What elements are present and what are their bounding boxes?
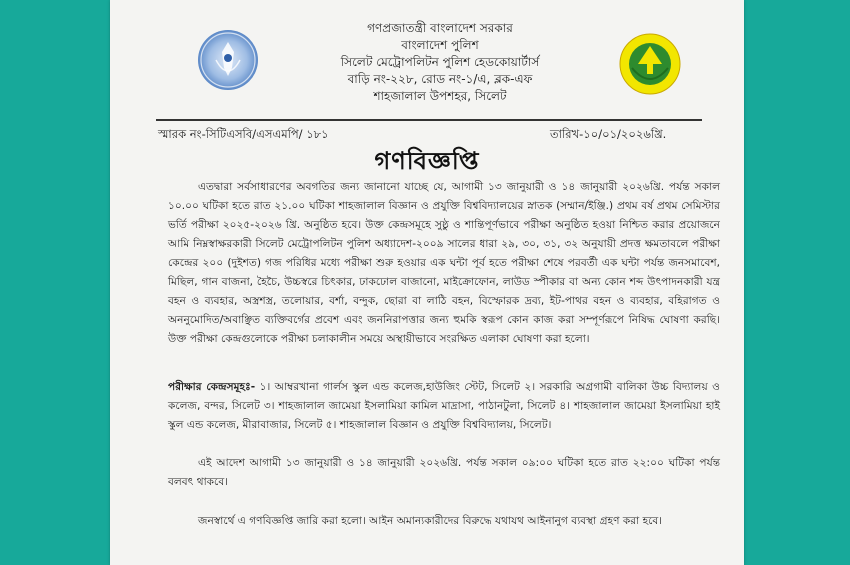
header-divider <box>156 119 702 121</box>
police-emblem-icon <box>198 30 258 90</box>
notice-paragraph-1: এতদ্বারা সর্বসাধারণের অবগতির জন্য জানানো যাচ্ছে যে, আগামী ১৩ জানুয়ারী ও ১৪ জানুয়ারী ২০২৬খ্রি. পর্যন্ত সকাল ১০.০০ ঘটিকা হতে রাত ২১.০০ ঘটিকা শাহজালাল বিজ্ঞান ও প্রযুক্তি বিশ্ববিদ্যালয়ের স্নাতক (সম্মান/ইঞ্জি.) প্রথম বর্ষ প্রথম সেমিস্টার ভর্তি পরীক্ষা ২০২৫-২০২৬ খ্রি. অনুষ্ঠিত হবে। উক্ত কেন্দ্রসমূহে সুষ্ঠু ও শান্তিপূর্ণভাবে পরীক্ষা অনুষ্ঠিত হওয়া নিশ্চিত করার প্রয়োজনে আমি নিম্নস্বাক্ষরকারী সিলেট মেট্রোপলিটন পুলিশ অধ্যাদেশ-২০০৯ সালের ধারা ২৯, ৩০, ৩১, ৩২ অনুযায়ী প্রদত্ত ক্ষমতাবলে পরীক্ষা কেন্দ্রের ২০০ (দুইশত) গজ পরিধির মধ্যে পরীক্ষা শুরু হওয়ার এক ঘন্টা পূর্ব হতে পরীক্ষা শেষে পরবর্তী এক ঘন্টা পর্যন্ত জনসমাবেশ, মিছিল, গান বাজনা, হৈচৈ, উচ্চস্বরে চিৎকার, ঢাকঢোল বাজানো, মাইক্রোফোন, লাউড স্পীকার বা অন্য কোন শব্দ উৎপাদনকারী যন্ত্র বহন ও ব্যবহার, অস্ত্রশস্ত্র, তলোয়ার, বর্শা, বন্দুক, ছোরা বা লাঠি বহন, বিস্ফোরক দ্রব্য, ইট-পাথর বহন ও ব্যবহার, বহিরাগত ও অননুমোদিত/অবাঞ্ছিত ব্যক্তিবর্গের প্রবেশ এবং জননিরাপত্তার জন্য হুমকি স্বরূপ কোন কাজ করা সম্পূর্ণরূপে নিষিদ্ধ ঘোষণা করছি। উক্ত পরীক্ষা কেন্দ্রগুলোকে পরীক্ষা চলাকালীন সময়ে অস্থায়ীভাবে সংরক্ষিত এলাকা ঘোষণা করা হলো। <box>168 181 720 345</box>
exam-centers-list: ১। আম্বরখানা গার্লস স্কুল এন্ড কলেজ,হাউজিং স্টেট, সিলেট ২। সরকারি অগ্রগামী বালিকা উচ্চ বিদ্যালয় ও কলেজ, বন্দর, সিলেট ৩। শাহজালাল জামেয়া ইসলামিয়া কামিল মাদ্রাসা, পাঠানটুলা, সিলেট ৪। শাহজালাল জামেয়া ইসলামিয়া হাই স্কুল এন্ড কলেজ, মীরাবাজার, সিলেট ৫। শাহজালাল বিজ্ঞান ও প্রযুক্তি বিশ্ববিদ্যালয়, সিলেট। <box>168 381 720 431</box>
exam-centers-label: পরীক্ষার কেন্দ্রসমূহঃ- <box>168 381 256 393</box>
department-name: বাংলাদেশ পুলিশ <box>401 38 479 52</box>
government-name: গণপ্রজাতন্ত্রী বাংলাদেশ সরকার <box>367 21 513 35</box>
notice-document <box>110 0 744 565</box>
smp-emblem-icon <box>618 32 682 96</box>
exam-centers-paragraph <box>168 378 720 435</box>
memo-reference: স্মারক নং-সিটিএসবি/এসএমপি/ ১৮১ <box>158 127 329 141</box>
letterhead <box>270 20 610 105</box>
office-area: শাহজালাল উপশহর, সিলেট <box>373 89 507 103</box>
office-name: সিলেট মেট্রোপলিটন পুলিশ হেডকোয়ার্টার্স <box>340 55 540 69</box>
notice-paragraph-3: এই আদেশ আগামী ১৩ জানুয়ারী ও ১৪ জানুয়ারী ২০২৬খ্রি. পর্যন্ত সকাল ০৯:০০ ঘটিকা হতে রাত ২২:০০ ঘটিকা পর্যন্ত বলবৎ থাকবে। <box>168 457 720 488</box>
notice-title: গণবিজ্ঞপ্তি <box>374 147 480 175</box>
office-address: বাড়ি নং-২২৮, রোড নং-১/এ, ব্লক-এফ <box>347 72 533 86</box>
notice-paragraph-4: জনস্বার্থে এ গণবিজ্ঞপ্তি জারি করা হলো। আইন অমান্যকারীদের বিরুদ্ধে যথাযথ আইনানুগ ব্যবস্থা গ্রহণ করা হবে। <box>198 515 663 527</box>
memo-date: তারিখ-১০/০১/২০২৬খ্রি. <box>550 127 667 141</box>
